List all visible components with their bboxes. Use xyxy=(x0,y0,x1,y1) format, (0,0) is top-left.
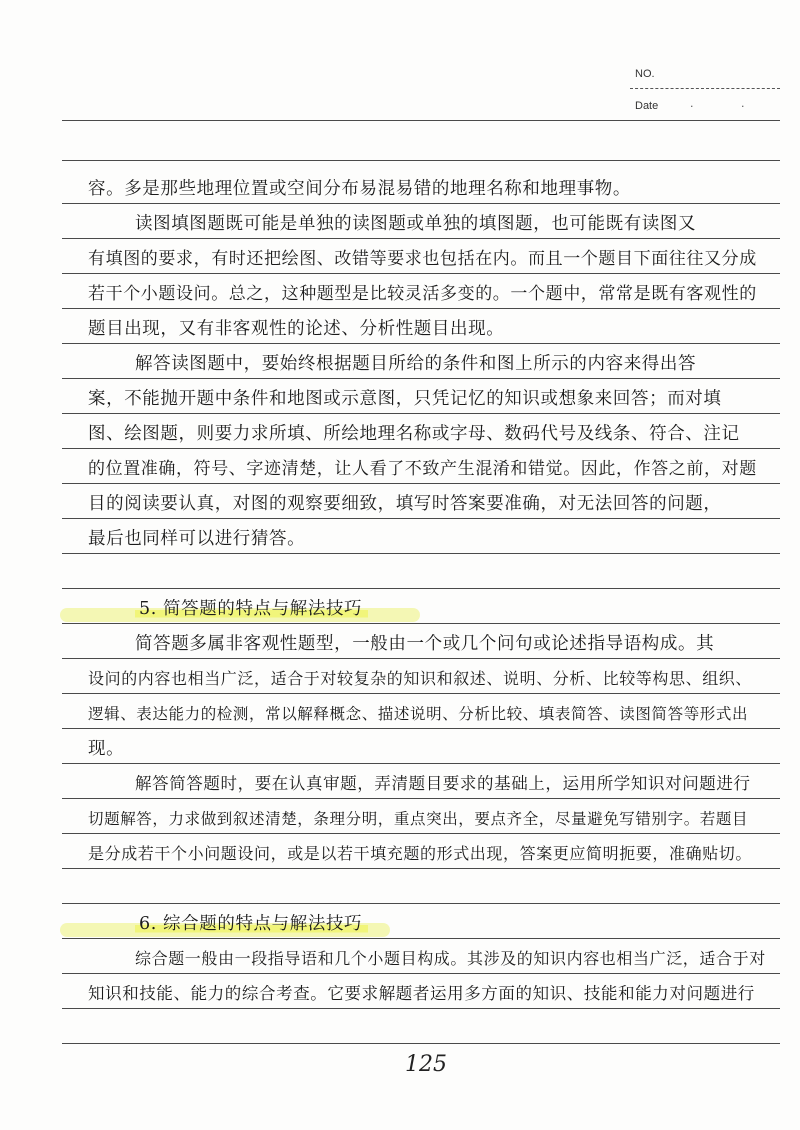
header-date-label: Date xyxy=(635,100,659,112)
ruled-line xyxy=(62,728,780,729)
text-line: 图、绘图题，则要力求所填、所绘地理名称或字母、数码代号及线条、符合、注记 xyxy=(88,424,740,444)
header-date-dots: · · xyxy=(690,100,767,113)
text-line: 有填图的要求，有时还把绘图、改错等要求也包括在内。而且一个题目下面往往又分成 xyxy=(88,249,757,269)
text-line: 切题解答，力求做到叙述清楚，条理分明，重点突出，要点齐全，尽量避免写错别字。若题目 xyxy=(88,810,749,828)
text-line: 现。 xyxy=(88,739,125,759)
text-line: 逻辑、表达能力的检测，常以解释概念、描述说明、分析比较、填表简答、读图简答等形式出 xyxy=(88,705,749,723)
ruled-line xyxy=(62,938,780,939)
text-line: 设问的内容也相当广泛，适合于对较复杂的知识和叙述、说明、分析、比较等构思、组织、 xyxy=(88,669,753,688)
ruled-line xyxy=(62,833,780,834)
text-line: 读图填图题既可能是单独的读图题或单独的填图题，也可能既有读图又 xyxy=(135,214,697,234)
section-heading-text: 5. 简答题的特点与解法技巧 xyxy=(135,599,368,619)
ruled-line xyxy=(62,553,780,554)
ruled-line xyxy=(62,973,780,974)
ruled-line xyxy=(62,413,780,414)
text-line: 解答简答题时，要在认真审题，弄清题目要求的基础上，运用所学知识对问题进行 xyxy=(135,774,751,793)
ruled-line xyxy=(62,658,780,659)
ruled-line xyxy=(62,693,780,694)
ruled-line xyxy=(62,308,780,309)
header-dashed-rule xyxy=(630,88,780,89)
ruled-line xyxy=(62,448,780,449)
ruled-line xyxy=(62,588,780,589)
ruled-line xyxy=(62,903,780,904)
ruled-line xyxy=(62,1043,780,1044)
text-line: 最后也同样可以进行猜答。 xyxy=(88,529,306,549)
ruled-line xyxy=(62,378,780,379)
text-line: 是分成若干个小问题设问，或是以若干填充题的形式出现，答案更应简明扼要，准确贴切。 xyxy=(88,844,753,863)
text-line: 知识和技能、能力的综合考查。它要求解题者运用多方面的知识、技能和能力对问题进行 xyxy=(88,984,755,1003)
ruled-line xyxy=(62,160,780,161)
header-no-label: NO. xyxy=(635,68,655,80)
section-heading-text: 6. 综合题的特点与解法技巧 xyxy=(135,914,368,934)
ruled-line xyxy=(62,238,780,239)
text-line: 案，不能抛开题中条件和地图或示意图，只凭记忆的知识或想象来回答；而对填 xyxy=(88,389,722,409)
ruled-line xyxy=(62,518,780,519)
text-line: 若干个小题设问。总之，这种题型是比较灵活多变的。一个题中，常常是既有客观性的 xyxy=(88,284,757,304)
section-heading-short-answer xyxy=(135,596,768,622)
section-heading-composite xyxy=(135,911,768,937)
ruled-line xyxy=(62,623,780,624)
text-line: 的位置准确，符号、字迹清楚，让人看了不致产生混淆和错觉。因此，作答之前，对题 xyxy=(88,459,757,479)
text-line: 容。多是那些地理位置或空间分布易混易错的地理名称和地理事物。 xyxy=(88,179,631,199)
ruled-line xyxy=(62,343,780,344)
text-line: 综合题一般由一段指导语和几个小题目构成。其涉及的知识内容也相当广泛，适合于对 xyxy=(135,949,766,968)
ruled-line xyxy=(62,798,780,799)
ruled-line xyxy=(62,483,780,484)
ruled-line xyxy=(62,273,780,274)
page-number: 125 xyxy=(405,1052,447,1077)
text-line: 解答读图题中，要始终根据题目所给的条件和图上所示的内容来得出答 xyxy=(135,354,697,374)
ruled-line xyxy=(62,763,780,764)
text-line: 目的阅读要认真，对图的观察要细致，填写时答案要准确，对无法回答的问题， xyxy=(88,494,722,514)
ruled-line xyxy=(62,1008,780,1009)
text-line: 简答题多属非客观性题型，一般由一个或几个问句或论述指导语构成。其 xyxy=(135,634,715,654)
ruled-line xyxy=(62,868,780,869)
ruled-line xyxy=(62,203,780,204)
text-line: 题目出现，又有非客观性的论述、分析性题目出现。 xyxy=(88,319,505,339)
ruled-line xyxy=(62,120,780,121)
